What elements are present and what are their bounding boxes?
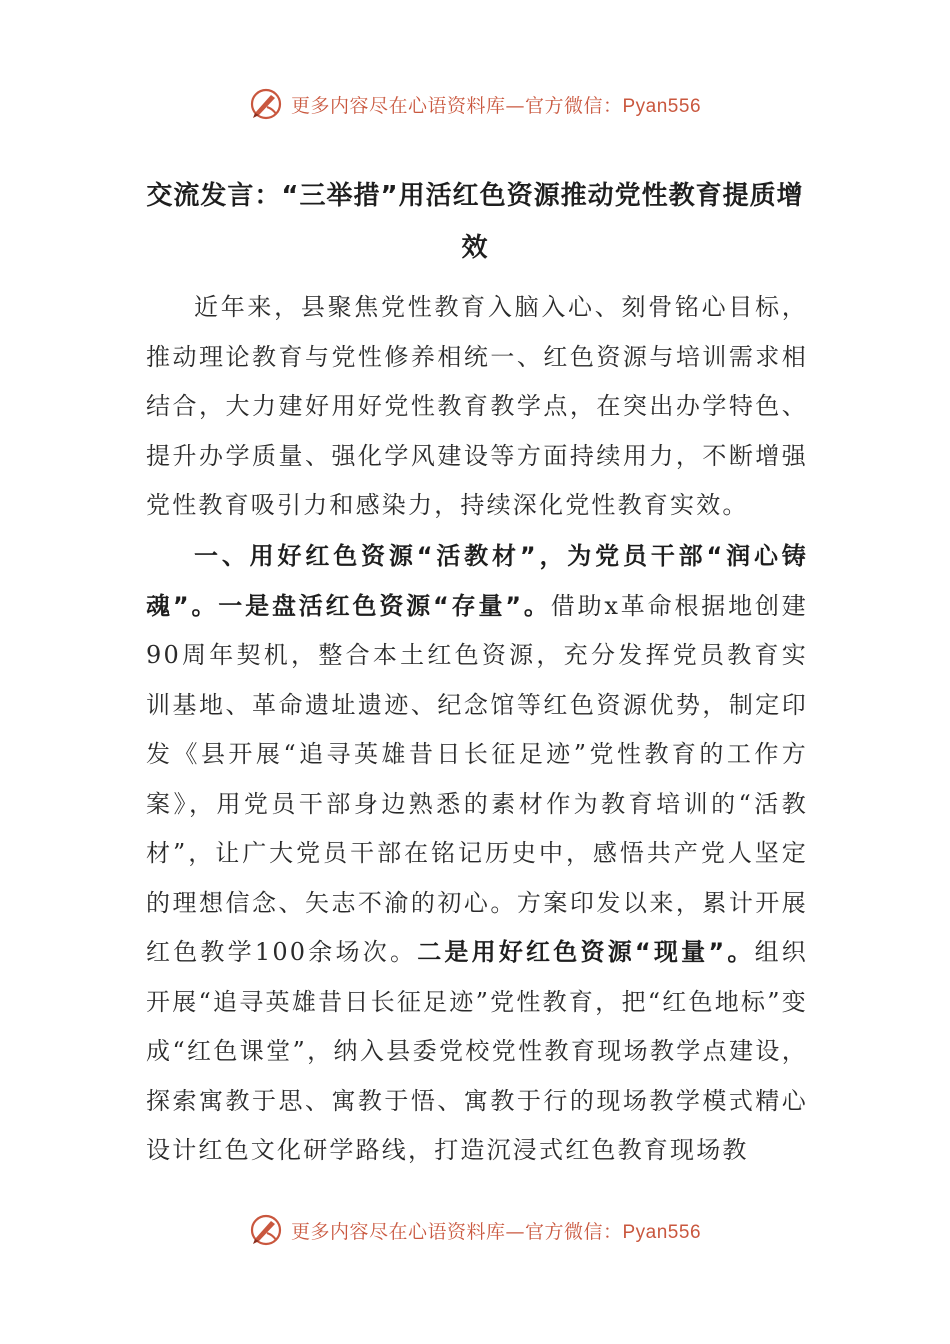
footer-watermark [0, 1210, 950, 1250]
section-one-heading: 一、用好红色资源“活教材”，为党员干部“润心铸魂”。 [146, 542, 808, 620]
watermark-contact-id: Pyan556 [622, 1221, 702, 1243]
watermark-slogan: 更多内容尽在心语资料库 [290, 94, 506, 117]
document-title: 交流发言：“三举措”用活红色资源推动党性教育提质增效 [146, 181, 804, 263]
intro-paragraph: 近年来，县聚焦党性教育入脑入心、刻骨铭心目标，推动理论教育与党性修养相统一、红色资源与培训需求相结合，大力建好用好党性教育教学点，在突出办学特色、提升办学质量、强化学风建设等方面持续用力，不断增强党性教育吸引力和感染力，持续深化党性教育实效。 [146, 293, 808, 519]
pen-logo-icon [249, 87, 283, 121]
watermark-text [291, 1217, 701, 1244]
watermark-separator: — [505, 1220, 525, 1243]
watermark-contact-id: Pyan556 [622, 95, 702, 117]
point-two-text: 组织开展“追寻英雄昔日长征足迹”党性教育，把“红色地标”变成“红色课堂”，纳入县委党校党性教育现场教学点建设，探索寓教于思、寓教于悟、寓教于行的现场教学模式精心设计红色文化研学路线，打造沉浸式红色教育现场教 [146, 938, 808, 1164]
watermark-contact-label: 官方微信： [524, 1220, 623, 1243]
point-two-heading: 二是用好红色资源“现量”。 [417, 938, 755, 966]
header-watermark [0, 84, 950, 124]
watermark-text [291, 91, 701, 118]
watermark-contact-label: 官方微信： [524, 94, 623, 117]
point-one-heading: 一是盘活红色资源“存量”。 [218, 591, 551, 620]
pen-logo-icon [249, 1213, 283, 1247]
point-one-text: 借助x革命根据地创建90周年契机，整合本土红色资源，充分发挥党员教育实训基地、革命遗址遗迹、纪念馆等红色资源优势，制定印发《县开展“追寻英雄昔日长征足迹”党性教育的工作方案》，用党员干部身边熟悉的素材作为教育培训的“活教材”，让广大党员干部在铭记历史中，感悟共产党人坚定的理想信念、矢志不渝的初心。方案印发以来，累计开展红色教学100余场次。 [146, 591, 809, 966]
watermark-separator: — [505, 94, 525, 117]
section-one-paragraph [146, 532, 808, 1176]
watermark-slogan: 更多内容尽在心语资料库 [290, 1220, 506, 1243]
